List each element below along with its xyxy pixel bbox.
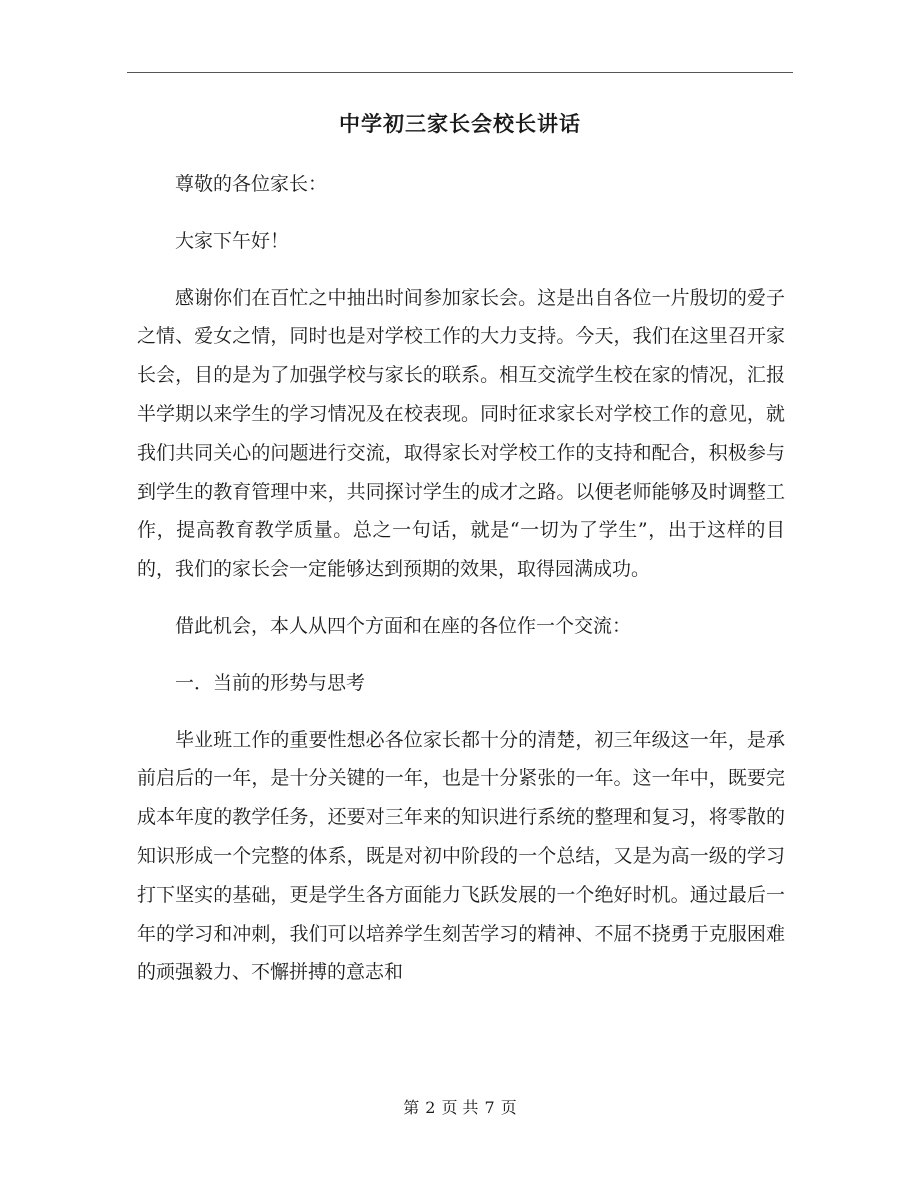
- footer-middle: 页 共: [441, 1098, 479, 1117]
- paragraph-section-1: 毕业班工作的重要性想必各位家长都十分的清楚，初三年级这一年，是承前启后的一年，是十分关键的一年，也是十分紧张的一年。这一年中，既要完成本年度的教学任务，还要对三年来的知识进行系统的整理和复习，将零散的知识形成一个完整的体系，既是对初中阶段的一个总结，又是为高一级的学习打下坚实的基础，更是学生各方面能力飞跃发展的一个绝好时机。通过最后一年的学习和冲刺，我们可以培养学生刻苦学习的精神、不屈不挠勇于克服困难的顽强毅力、不懈拼搏的意志和: [137, 728, 785, 984]
- paragraph-greeting: 大家下午好！: [175, 229, 290, 252]
- paragraph-intro: 借此机会，本人从四个方面和在座的各位作一个交流：: [175, 614, 632, 637]
- footer-total-pages: 7: [484, 1098, 495, 1117]
- section-heading-1: 一．当前的形势与思考: [175, 671, 366, 694]
- document-body: [137, 165, 785, 1010]
- document-title: 中学初三家长会校长讲话: [339, 111, 581, 136]
- header-rule: [127, 72, 793, 73]
- footer-current-page: 2: [425, 1098, 436, 1117]
- footer-suffix: 页: [500, 1098, 517, 1117]
- page-footer: [0, 1095, 920, 1121]
- paragraph-thanks: 感谢你们在百忙之中抽出时间参加家长会。这是出自各位一片殷切的爱子之情、爱女之情，同时也是对学校工作的大力支持。今天，我们在这里召开家长会，目的是为了加强学校与家长的联系。相互交流学生校在家的情况，汇报半学期以来学生的学习情况及在校表现。同时征求家长对学校工作的意见，就我们共同关心的问题进行交流，取得家长对学校工作的支持和配合，积极参与到学生的教育管理中来，共同探讨学生的成才之路。以便老师能够及时调整工作，提高教育教学质量。总之一句话，就是“一切为了学生”，出于这样的目的，我们的家长会一定能够达到预期的效果，取得园满成功。: [137, 286, 785, 581]
- paragraph-salutation: 尊敬的各位家长：: [175, 173, 328, 195]
- footer-prefix: 第: [403, 1098, 420, 1117]
